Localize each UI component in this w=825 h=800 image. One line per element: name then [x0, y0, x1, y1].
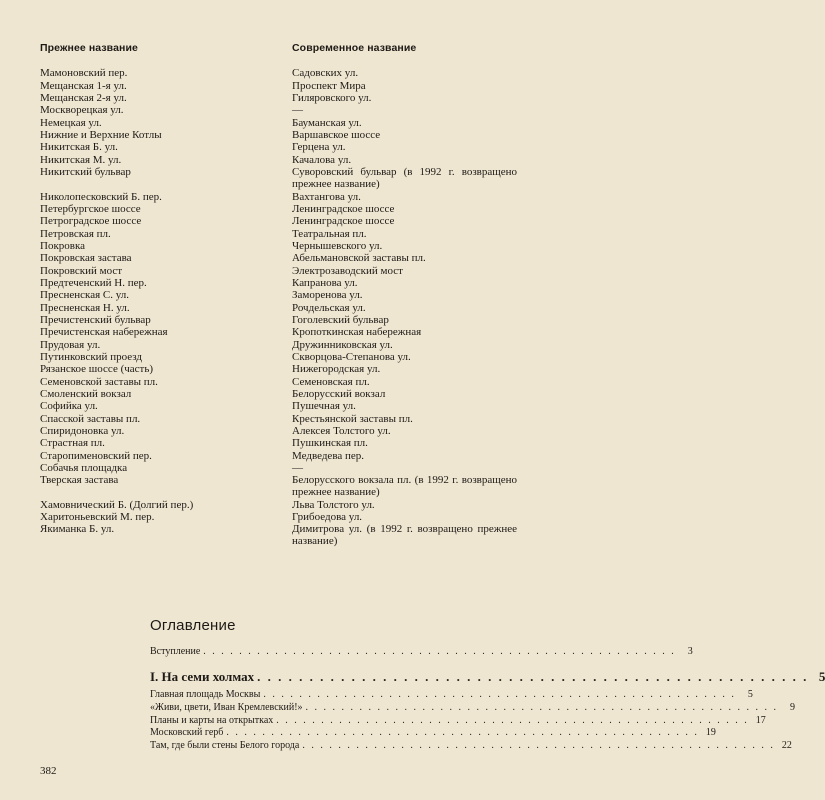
old-street-name: Пресненская С. ул.	[40, 289, 129, 301]
toc-entry-title: Вступление	[150, 646, 203, 658]
toc-entry[interactable]	[150, 702, 796, 714]
toc-entry[interactable]	[150, 727, 716, 739]
new-street-name: Бауманская ул.	[292, 117, 362, 129]
new-street-name: Электрозаводский мост	[292, 265, 403, 277]
new-street-name: Садовских ул.	[292, 67, 359, 79]
new-street-name: Гиляровского ул.	[292, 92, 372, 104]
old-street-name: Якиманка Б. ул.	[40, 523, 115, 535]
new-street-name: Заморенова ул.	[292, 289, 363, 301]
toc-page-number: 5	[818, 669, 825, 684]
old-street-name: Петровская пл.	[40, 228, 111, 240]
old-street-name: Покровка	[40, 240, 86, 252]
old-street-name: Никитский бульвар	[40, 166, 131, 178]
old-street-name: Николопесковский Б. пер.	[40, 191, 162, 203]
old-street-name: Спиридоновка ул.	[40, 425, 125, 437]
old-street-name: Петербургское шоссе	[40, 203, 141, 215]
old-street-name: Спасской заставы пл.	[40, 413, 141, 425]
old-street-name: Софийка ул.	[40, 400, 98, 412]
column-header-old-name: Прежнее название	[40, 42, 138, 54]
toc-entry[interactable]	[150, 715, 766, 727]
new-street-name: Крестьянской заставы пл.	[292, 413, 413, 425]
new-street-name: Капранова ул.	[292, 277, 358, 289]
new-street-name: Абельмановской заставы пл.	[292, 252, 426, 264]
toc-leader-dots: . . . . . . . . . . . . . . . . . . . . . . . . . . . . . . . . . . . . . . . . . . . . . . . . . . . . .	[305, 702, 779, 713]
toc-entry-title: Планы и карты на открытках	[150, 715, 276, 727]
new-street-name: Театральная пл.	[292, 228, 367, 240]
new-street-name: Кропоткинская набережная	[292, 326, 422, 338]
new-street-name: Ленинградское шоссе	[292, 203, 395, 215]
old-street-name: Никитская Б. ул.	[40, 141, 118, 153]
toc-leader-dots: . . . . . . . . . . . . . . . . . . . . . . . . . . . . . . . . . . . . . . . . . . . . . . . . . . . . .	[276, 715, 749, 726]
old-street-name: Пречистенский бульвар	[40, 314, 151, 326]
new-street-name: Белорусского вокзала пл. (в 1992 г. возвращено прежнее название)	[292, 474, 517, 498]
old-street-name: Прудовая ул.	[40, 339, 101, 351]
new-street-name: Скворцова-Степанова ул.	[292, 351, 411, 363]
new-street-name: —	[292, 462, 303, 474]
toc-entry[interactable]	[150, 740, 792, 752]
old-street-name: Пречистенская набережная	[40, 326, 168, 338]
toc-leader-dots: . . . . . . . . . . . . . . . . . . . . . . . . . . . . . . . . . . . . . . . . . . . . . . . . . . . . .	[263, 689, 736, 700]
new-street-name: Димитрова ул. (в 1992 г. возвращено прежнее название)	[292, 523, 517, 547]
old-street-name: Страстная пл.	[40, 437, 105, 449]
new-street-name: Грибоедова ул.	[292, 511, 363, 523]
new-street-name: Пушечная ул.	[292, 400, 356, 412]
new-street-name: Суворовский бульвар (в 1992 г. возвращено прежнее название)	[292, 166, 517, 190]
old-street-name: Харитоньевский М. пер.	[40, 511, 155, 523]
toc-page-number: 5	[747, 689, 753, 700]
old-street-name: Мамоновский пер.	[40, 67, 128, 79]
new-street-name: Герцена ул.	[292, 141, 346, 153]
toc-leader-dots: . . . . . . . . . . . . . . . . . . . . . . . . . . . . . . . . . . . . . . . . . . . . . . . . . . . . .	[226, 727, 699, 738]
toc-entry-title: «Живи, цвети, Иван Кремлевский!»	[150, 702, 306, 714]
old-street-name: Покровский мост	[40, 265, 123, 277]
old-street-name: Рязанское шоссе (часть)	[40, 363, 154, 375]
old-street-name: Предтеченский Н. пер.	[40, 277, 147, 289]
new-street-name: Нижегородская ул.	[292, 363, 381, 375]
new-street-name: Вахтангова ул.	[292, 191, 361, 203]
old-street-name: Нижние и Верхние Котлы	[40, 129, 162, 141]
toc-title: Оглавление	[150, 617, 236, 634]
new-street-name: Льва Толстого ул.	[292, 499, 375, 511]
new-street-name: Качалова ул.	[292, 154, 352, 166]
old-street-name: Никитская М. ул.	[40, 154, 122, 166]
old-street-name: Тверская застава	[40, 474, 119, 486]
column-header-new-name: Современное название	[292, 42, 417, 54]
toc-leader-dots: . . . . . . . . . . . . . . . . . . . . . . . . . . . . . . . . . . . . . . . . . . . . . . . . . . . . .	[257, 669, 809, 684]
old-street-name: Семеновской заставы пл.	[40, 376, 158, 388]
new-street-name: Дружинниковская ул.	[292, 339, 393, 351]
new-street-name: Ленинградское шоссе	[292, 215, 395, 227]
old-street-name: Собачья площадка	[40, 462, 128, 474]
page-number: 382	[40, 765, 57, 777]
new-street-name: Семеновская пл.	[292, 376, 370, 388]
toc-entry-title: Там, где были стены Белого города	[150, 740, 302, 752]
old-street-name: Покровская застава	[40, 252, 132, 264]
toc-page-number: 3	[687, 646, 693, 657]
new-street-name: Медведева пер.	[292, 450, 365, 462]
new-street-name: —	[292, 104, 303, 116]
old-street-name: Мещанская 2-я ул.	[40, 92, 127, 104]
old-street-name: Смоленский вокзал	[40, 388, 132, 400]
toc-entry[interactable]	[150, 689, 753, 701]
old-street-name: Мещанская 1-я ул.	[40, 80, 127, 92]
old-street-name: Немецкая ул.	[40, 117, 102, 129]
toc-entry-title: Главная площадь Москвы	[150, 689, 263, 701]
new-street-name: Варшавское шоссе	[292, 129, 381, 141]
street-names-table	[0, 0, 535, 560]
new-street-name: Чернышевского ул.	[292, 240, 383, 252]
toc-entry-title: Московский герб	[150, 727, 226, 739]
toc-entry-title: I. На семи холмах	[150, 669, 257, 685]
toc-leader-dots: . . . . . . . . . . . . . . . . . . . . . . . . . . . . . . . . . . . . . . . . . . . . . . . . . . . . .	[203, 646, 676, 657]
toc-entry[interactable]	[150, 646, 693, 658]
new-street-name: Белорусский вокзал	[292, 388, 386, 400]
new-street-name: Рочдельская ул.	[292, 302, 366, 314]
old-street-name: Пресненская Н. ул.	[40, 302, 130, 314]
old-street-name: Москворецкая ул.	[40, 104, 124, 116]
toc-page-number: 9	[790, 702, 796, 713]
old-street-name: Хамовнический Б. (Долгий пер.)	[40, 499, 194, 511]
toc-page-number: 17	[755, 715, 766, 726]
toc-page-number: 19	[705, 727, 716, 738]
toc-section[interactable]	[150, 669, 825, 685]
old-street-name: Петроградское шоссе	[40, 215, 142, 227]
toc-leader-dots: . . . . . . . . . . . . . . . . . . . . . . . . . . . . . . . . . . . . . . . . . . . . . . . . . . . . .	[302, 740, 775, 751]
old-street-name: Старопименовский пер.	[40, 450, 152, 462]
new-street-name: Гоголевский бульвар	[292, 314, 389, 326]
old-street-name: Путинковский проезд	[40, 351, 142, 363]
new-street-name: Алексея Толстого ул.	[292, 425, 391, 437]
new-street-name: Пушкинская пл.	[292, 437, 368, 449]
toc-page-number: 22	[781, 740, 792, 751]
new-street-name: Проспект Мира	[292, 80, 366, 92]
